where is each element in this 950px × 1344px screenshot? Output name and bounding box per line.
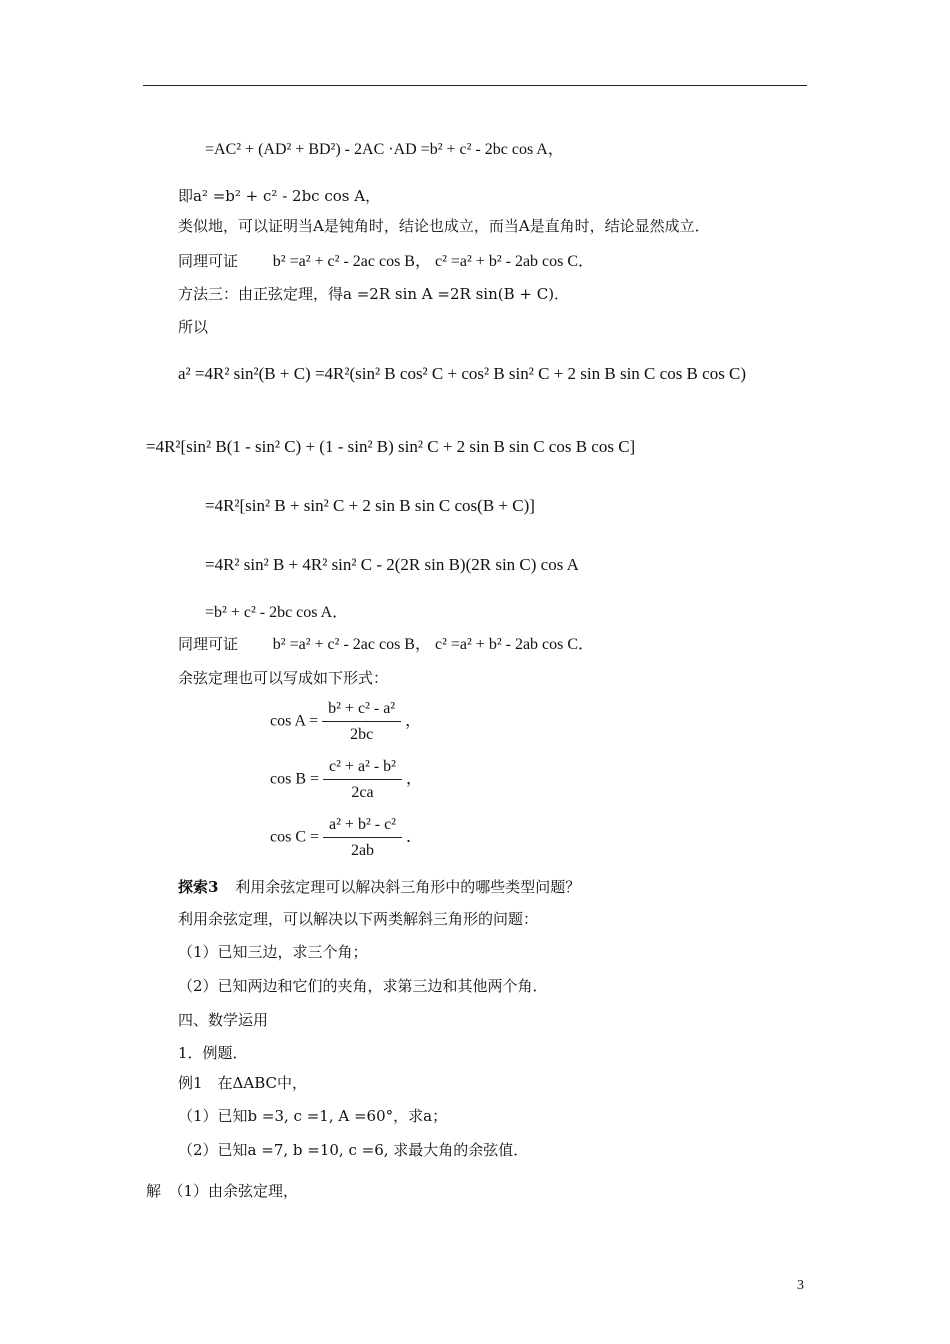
text-line: 方法三：由正弦定理，得a =2R sin A =2R sin(B + C)． (178, 285, 570, 303)
heading-text: 利用余弦定理可以解决斜三角形中的哪些类型问题？ (235, 878, 581, 896)
text-line (178, 251, 594, 272)
numerator: b² + c² - a² (322, 700, 401, 722)
fraction (323, 758, 402, 802)
text-line: （1）已知三边，求三个角； (178, 943, 368, 961)
punctuation: ， (405, 770, 422, 788)
text-line: （1）已知b =3, c =1, A =60°，求a； (178, 1107, 448, 1125)
text-label: 同理可证 (178, 252, 239, 270)
heading-label: 探索3 (178, 878, 219, 896)
equation-line: =b² + c² - 2bc cos A． (205, 604, 349, 621)
header-rule (143, 85, 807, 86)
text-line: 例1 在ΔABC中， (178, 1074, 307, 1092)
punctuation: ， (405, 712, 422, 730)
text-line: 即a² =b² + c² - 2bc cos A， (178, 187, 381, 205)
text-line: 解 （1）由余弦定理， (146, 1182, 299, 1200)
text-label: 同理可证 (178, 635, 239, 653)
denominator: 2ab (350, 842, 375, 859)
fraction-formula (270, 758, 422, 802)
equation: b² =a² + c² - 2ac cos B， c² =a² + b² - 2ab cos C． (272, 253, 595, 270)
formula-lhs: cos C = (270, 828, 320, 846)
equation-line: =4R²[sin² B + sin² C + 2 sin B sin C cos(B + C)] (205, 496, 535, 515)
section-heading: 四、数学运用 (178, 1011, 269, 1029)
text-line: 利用余弦定理，可以解决以下两类解斜三角形的问题： (178, 910, 539, 928)
text-line: 所以 (178, 318, 209, 336)
fraction-formula (270, 700, 421, 744)
fraction-formula (270, 816, 422, 860)
punctuation: ． (405, 828, 422, 846)
equation-line: =AC² + (AD² + BD²) - 2AC ·AD =b² + c² - 2bc cos A， (205, 141, 564, 158)
fraction (323, 816, 402, 860)
numerator: a² + b² - c² (323, 816, 402, 838)
text-line: （2）已知两边和它们的夹角，求第三边和其他两个角． (178, 977, 548, 995)
text-line: 类似地，可以证明当A是钝角时，结论也成立，而当A是直角时，结论显然成立． (178, 217, 710, 235)
text-line: 1．例题． (178, 1044, 248, 1062)
section-heading (178, 877, 580, 897)
text-line (178, 634, 594, 655)
numerator: c² + a² - b² (323, 758, 402, 780)
fraction (322, 700, 401, 744)
page-number: 3 (797, 1278, 804, 1293)
text-line: 余弦定理也可以写成如下形式： (178, 669, 389, 687)
equation-line: =4R²[sin² B(1 - sin² C) + (1 - sin² B) sin² C + 2 sin B sin C cos B cos C] (146, 437, 636, 456)
denominator: 2bc (350, 726, 374, 743)
formula-lhs: cos A = (270, 712, 319, 730)
equation: b² =a² + c² - 2ac cos B， c² =a² + b² - 2ab cos C． (272, 636, 595, 653)
formula-lhs: cos B = (270, 770, 320, 788)
text-line: （2）已知a =7, b =10, c =6, 求最大角的余弦值． (178, 1141, 529, 1159)
denominator: 2ca (351, 784, 374, 801)
equation-line: =4R² sin² B + 4R² sin² C - 2(2R sin B)(2R sin C) cos A (205, 555, 579, 574)
equation-line: a² =4R² sin²(B + C) =4R²(sin² B cos² C + cos² B sin² C + 2 sin B sin C cos B cos C) (178, 364, 747, 383)
